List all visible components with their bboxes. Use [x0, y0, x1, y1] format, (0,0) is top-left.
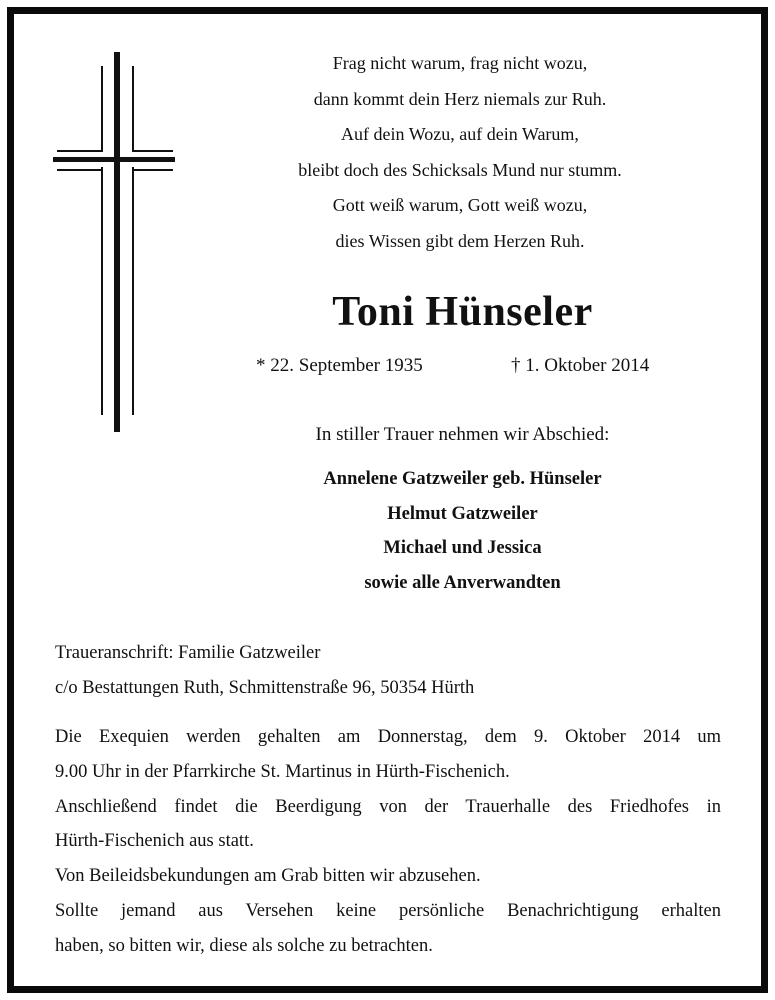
cross-icon	[53, 52, 175, 432]
cross-line	[132, 66, 134, 152]
cross-horizontal-bar	[53, 157, 175, 162]
poem	[220, 46, 700, 259]
poem-line: Auf dein Wozu, auf dein Warum,	[341, 124, 579, 144]
info-line: Von Beileidsbekundungen am Grab bitten wir abzusehen.	[55, 866, 481, 887]
cross-line	[132, 167, 134, 415]
info-line: Sollte jemand aus Versehen keine persönliche Benachrichtigung erhalten	[55, 900, 721, 921]
info-line: Die Exequien werden gehalten am Donnerstag, dem 9. Oktober 2014 um	[55, 727, 721, 747]
cross-line	[133, 150, 173, 152]
cross-line	[101, 66, 103, 152]
mourner-name: Michael und Jessica	[383, 538, 542, 558]
cross-line	[57, 150, 101, 152]
birth-date: * 22. September 1935	[256, 355, 423, 376]
address-line: c/o Bestattungen Ruth, Schmittenstraße 96, 50354 Hürth	[55, 677, 475, 698]
mourning-address	[55, 636, 735, 705]
poem-line: bleibt doch des Schicksals Mund nur stumm.	[298, 159, 622, 180]
info-line: Hürth-Fischenich aus statt.	[55, 831, 254, 852]
poem-line: dann kommt dein Herz niemals zur Ruh.	[313, 88, 607, 109]
cross-vertical-bar	[114, 52, 120, 432]
poem-line: dies Wissen gibt dem Herzen Ruh.	[335, 230, 585, 251]
deceased-name: Toni Hünseler	[332, 289, 593, 335]
address-line: Traueranschrift: Familie Gatzweiler	[55, 643, 321, 663]
mourners-list	[240, 462, 685, 600]
info-line: haben, so bitten wir, diese als solche zu betrachten.	[55, 935, 433, 956]
info-line: Anschließend findet die Beerdigung von der Trauerhalle des Friedhofes in	[55, 796, 721, 817]
mourner-name: sowie alle Anverwandten	[364, 572, 561, 593]
mourner-name: Helmut Gatzweiler	[387, 503, 538, 524]
cross-line	[57, 169, 101, 171]
service-info	[55, 720, 721, 964]
info-line: 9.00 Uhr in der Pfarrkirche St. Martinus in Hürth-Fischenich.	[55, 761, 510, 782]
mourner-name: Annelene Gatzweiler geb. Hünseler	[323, 469, 602, 489]
cross-line	[101, 167, 103, 415]
poem-line: Frag nicht warum, frag nicht wozu,	[332, 53, 588, 73]
poem-line: Gott weiß warum, Gott weiß wozu,	[332, 195, 588, 215]
cross-line	[133, 169, 173, 171]
death-date: † 1. Oktober 2014	[511, 355, 650, 376]
farewell-text: In stiller Trauer nehmen wir Abschied:	[315, 424, 610, 445]
